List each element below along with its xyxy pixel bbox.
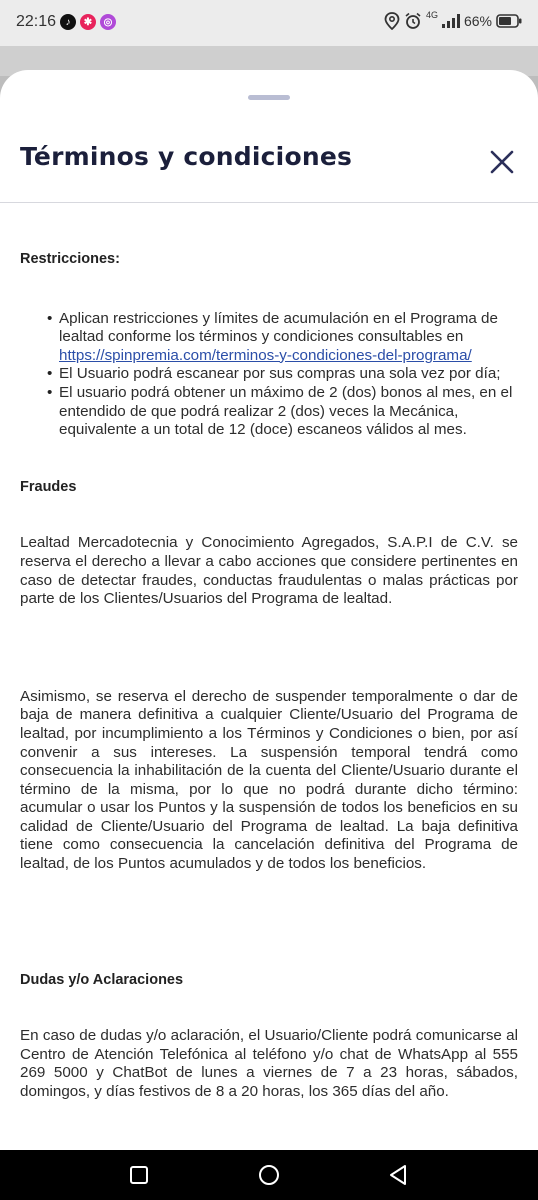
status-bar: [0, 0, 538, 46]
status-time: 22:16: [16, 13, 57, 30]
list-item: [47, 384, 518, 440]
paragraph: En caso de dudas y/o aclaración, el Usuario/Cliente podrá comunicarse al Centro de Atención Telefónica al teléfono y/o chat de WhatsApp al 555 269 5000 y ChatBot de lunes a viernes de 7 a 23 horas, sábados, domingos, y días festivos de 8 a 20 horas, los 365 días del año.: [20, 1027, 518, 1101]
divider: [0, 202, 538, 203]
list-item-text: El usuario podrá obtener un máximo de 2 (dos) bonos al mes, en el entendido de que podrá realizar 2 (dos) veces la Mecánica, equivalente a un total de 12 (doce) escaneos válidos al mes.: [59, 383, 513, 439]
close-icon: [486, 146, 518, 178]
back-triangle-icon[interactable]: [388, 1164, 408, 1186]
alarm-icon: [404, 12, 422, 30]
restrictions-list: [20, 310, 518, 440]
status-indicators: [384, 12, 522, 30]
sheet-title: Términos y condiciones: [20, 142, 353, 171]
tiktok-icon: ♪: [60, 14, 76, 30]
home-circle-icon[interactable]: [258, 1164, 280, 1186]
recents-square-icon[interactable]: [130, 1166, 148, 1184]
section-heading-fraudes: Fraudes: [20, 478, 77, 495]
paragraph: Lealtad Mercadotecnia y Conocimiento Agregados, S.A.P.I de C.V. se reserva el derecho a llevar a cabo acciones que considere pertinentes en caso de detectar fraudes, conductas fraudulentas o malas prácticas por parte de los Clientes/Usuarios del Programa de lealtad.: [20, 534, 518, 608]
battery-icon: [496, 14, 522, 28]
close-button[interactable]: [486, 146, 518, 178]
signal-icon: [442, 14, 460, 28]
app-notification-icon: ✱: [80, 14, 96, 30]
battery-percent: 66%: [463, 13, 492, 29]
paragraph: Asimismo, se reserva el derecho de suspender temporalmente o dar de baja de manera definitiva a cualquier Cliente/Usuario del Programa de lealtad, por incumplimiento a los Términos y Condiciones o bien, por así convenir a sus intereses. La suspensión temporal tendrá como consecuencia la inhabilitación de la cuenta del Cliente/Usuario durante el término de la misma, por lo que no podrá durante dicho término: acumular o usar los Puntos y la suspensión de todos los beneficios en su calidad de Cliente/Usuario del Programa de lealtad. La baja definitiva tiene como consecuencia la cancelación definitiva del Programa de lealtad, de los Puntos acumulados y de todos los beneficios.: [20, 687, 518, 873]
terms-link[interactable]: https://spinpremia.com/terminos-y-condiciones-del-programa/: [59, 346, 472, 364]
system-navigation-bar: [0, 1150, 538, 1200]
list-item: [47, 310, 518, 366]
section-heading-dudas: Dudas y/o Aclaraciones: [20, 971, 184, 988]
terms-content: [20, 250, 518, 1102]
notification-icons: [60, 14, 116, 30]
section-heading-restricciones: Restricciones:: [20, 251, 120, 267]
list-item-text: El Usuario podrá escanear por sus compras una sola vez por día;: [59, 365, 501, 383]
network-type: 4G: [425, 10, 438, 20]
list-item: [47, 365, 518, 384]
location-icon: [384, 12, 400, 30]
terms-bottom-sheet: [0, 70, 538, 1150]
list-item-text: Aplican restricciones y límites de acumulación en el Programa de lealtad conforme los términos y condiciones consultables en: [59, 309, 498, 346]
drag-handle[interactable]: [248, 95, 290, 100]
podcast-icon: ◎: [100, 14, 116, 30]
